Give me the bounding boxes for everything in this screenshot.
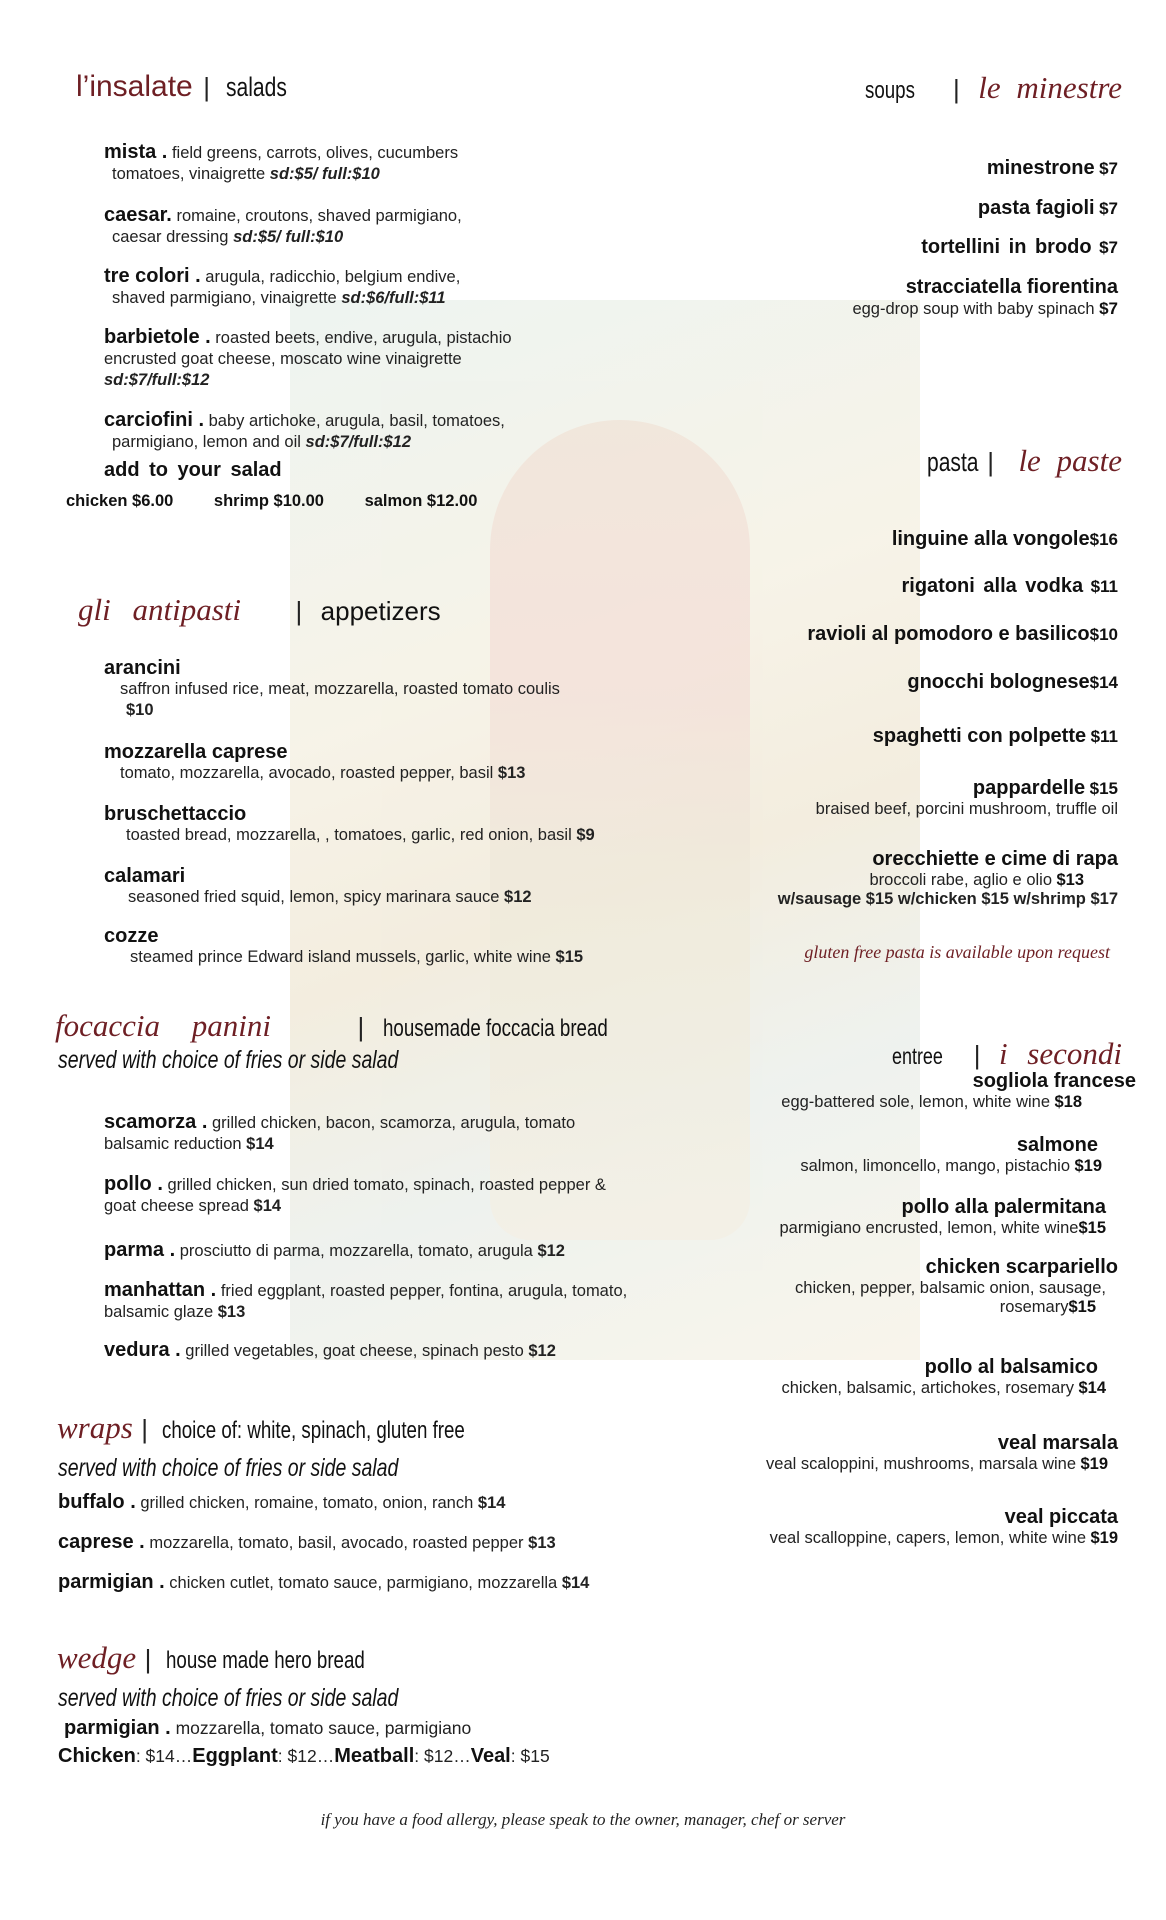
salad-caesar	[104, 205, 462, 248]
item-desc: saffron infused rice, meat, mozzarella, roasted tomato coulis	[120, 680, 560, 698]
item-desc: broccoli rabe, aglio e olio	[869, 871, 1053, 889]
item-price: $15	[1068, 1298, 1096, 1316]
item-price: $11	[1090, 577, 1118, 596]
antipasti-separator: |	[295, 596, 303, 626]
item-desc: veal scalloppine, capers, lemon, white wine	[769, 1529, 1087, 1547]
wedge-served-note: served with choice of fries or side salad	[58, 1684, 399, 1712]
option-price: : $12…	[277, 1746, 335, 1766]
item-name: salmone	[1016, 1134, 1098, 1156]
item-price: $15	[1089, 779, 1118, 798]
wedge-title-en: house made hero bread	[165, 1647, 365, 1674]
pasta-gnocchi	[907, 671, 1118, 694]
panini-heading	[55, 1008, 671, 1044]
item-extras: w/sausage $15 w/chicken $15 w/shrimp $17	[777, 890, 1118, 908]
salads-title-it: l’insalate	[76, 70, 193, 103]
item-name: ravioli al pomodoro e basilico	[807, 623, 1090, 645]
panini-pollo	[104, 1174, 606, 1217]
item-desc: braised beef, porcini mushroom, truffle oil	[815, 800, 1118, 818]
antipasti-title-it: gli antipasti	[78, 592, 241, 627]
item-desc: tomatoes, vinaigrette	[112, 165, 266, 183]
item-name: bruschettaccio	[104, 803, 247, 825]
secondi-scarpariello	[795, 1256, 1118, 1317]
item-name: gnocchi bolognese	[907, 671, 1090, 693]
item-desc: arugula, radicchio, belgium endive,	[205, 268, 461, 286]
item-price: sd:$6/full:$11	[341, 289, 446, 307]
panini-vedura	[104, 1340, 556, 1362]
wedge-parmigian	[64, 1718, 471, 1739]
wrap-parmigian	[58, 1572, 589, 1594]
item-desc: chicken, pepper, balsamic onion, sausage,	[795, 1279, 1106, 1297]
item-price: $18	[1054, 1093, 1082, 1111]
soups-separator: |	[953, 74, 960, 104]
item-name: arancini	[104, 657, 181, 679]
item-name: spaghetti con polpette	[872, 725, 1087, 747]
soup-tortellini	[921, 236, 1118, 259]
item-name: tortellini in brodo	[921, 236, 1092, 258]
item-price: $15	[555, 948, 584, 966]
item-desc: seasoned fried squid, lemon, spicy marinara sauce	[128, 888, 500, 906]
antipasto-cozze	[104, 926, 583, 968]
secondi-veal-marsala	[766, 1432, 1118, 1474]
item-price: $12	[528, 1342, 556, 1360]
item-name: barbietole .	[104, 326, 211, 348]
panini-served-note: served with choice of fries or side salad	[58, 1046, 399, 1074]
wedge-title-it: wedge	[57, 1640, 137, 1675]
item-desc: prosciutto di parma, mozzarella, tomato, arugula	[179, 1242, 533, 1260]
panini-title-en: housemade foccacia bread	[382, 1015, 608, 1042]
item-name: sogliola francese	[972, 1070, 1136, 1092]
item-desc: grilled chicken, bacon, scamorza, arugula, tomato	[211, 1114, 576, 1132]
item-desc: caesar dressing	[112, 228, 229, 246]
item-name: linguine alla vongole	[891, 528, 1090, 550]
antipasto-bruschettaccio	[104, 804, 595, 846]
item-name: mista .	[104, 141, 168, 163]
pasta-orecchiette	[778, 848, 1118, 909]
item-name: carciofini .	[104, 409, 205, 431]
pasta-rigatoni	[902, 575, 1119, 598]
panini-title-it: focaccia panini	[55, 1008, 271, 1043]
item-name: caprese .	[58, 1531, 145, 1553]
item-name: minestrone	[986, 157, 1095, 179]
wedge-separator: |	[144, 1644, 152, 1674]
wrap-caprese	[58, 1532, 556, 1554]
salad-mista	[104, 142, 458, 185]
item-name: parmigian .	[58, 1571, 165, 1593]
allergy-footer: if you have a food allergy, please speak to the owner, manager, chef or server	[320, 1810, 846, 1829]
soup-stracciatella	[852, 276, 1118, 319]
item-price: $7	[1099, 299, 1118, 318]
item-price: $14	[477, 1494, 506, 1512]
item-desc: grilled vegetables, goat cheese, spinach pesto	[185, 1342, 524, 1360]
salad-addons	[66, 492, 477, 511]
secondi-pollo-balsamico	[781, 1356, 1106, 1398]
addon-salmon: salmon $12.00	[364, 492, 478, 510]
pasta-title-it: le paste	[1018, 443, 1122, 478]
item-price: $10	[126, 701, 154, 719]
option-name: Meatball	[334, 1745, 415, 1767]
item-price: $9	[576, 826, 595, 844]
option-price: : $15	[510, 1746, 550, 1766]
item-price: $19	[1080, 1455, 1108, 1473]
soups-title-it: le minestre	[978, 70, 1122, 105]
item-name: pollo .	[104, 1173, 163, 1195]
item-desc: veal scaloppini, mushrooms, marsala wine	[766, 1455, 1077, 1473]
item-desc: balsamic glaze	[104, 1303, 214, 1321]
option-name: Chicken	[58, 1745, 136, 1767]
item-price: $14	[561, 1574, 590, 1592]
item-name: vedura .	[104, 1339, 181, 1361]
item-name: pasta fagioli	[977, 197, 1095, 219]
item-price: $13	[528, 1534, 556, 1552]
item-desc: salmon, limoncello, mango, pistachio	[800, 1157, 1071, 1175]
item-desc: mozzarella, tomato sauce, parmigiano	[175, 1718, 472, 1738]
item-price: $7	[1099, 199, 1118, 218]
item-desc: shaved parmigiano, vinaigrette	[112, 289, 337, 307]
secondi-sogliola	[781, 1070, 1136, 1112]
item-name: pollo al balsamico	[924, 1356, 1098, 1378]
soups-title-en: soups	[864, 77, 915, 104]
item-desc: toasted bread, mozzarella, , tomatoes, garlic, red onion, basil	[126, 826, 572, 844]
antipasti-heading	[78, 592, 441, 628]
item-name: pollo alla palermitana	[901, 1196, 1106, 1218]
item-name: cozze	[104, 925, 159, 947]
antipasto-calamari	[104, 866, 532, 908]
item-desc: roasted beets, endive, arugula, pistachio	[215, 329, 512, 347]
secondi-salmone	[800, 1134, 1102, 1176]
pasta-linguine	[892, 528, 1118, 551]
item-name: chicken scarpariello	[925, 1256, 1118, 1278]
item-price: $12	[537, 1242, 565, 1260]
option-name: Eggplant	[192, 1745, 278, 1767]
item-price: $13	[497, 764, 526, 782]
panini-parma	[104, 1240, 565, 1262]
wraps-separator: |	[141, 1414, 149, 1444]
salad-barbietole	[104, 327, 512, 391]
wraps-heading	[57, 1410, 551, 1446]
item-price: $13	[217, 1303, 246, 1321]
item-price: $19	[1074, 1157, 1102, 1175]
item-price: $10	[1089, 625, 1118, 644]
item-desc: egg-drop soup with baby spinach	[852, 300, 1095, 318]
gluten-free-note: gluten free pasta is available upon request	[804, 942, 1110, 962]
item-desc: romaine, croutons, shaved parmigiano,	[176, 207, 462, 225]
salad-tre-colori	[104, 266, 460, 309]
soups-heading	[865, 70, 1122, 106]
item-name: buffalo .	[58, 1491, 136, 1513]
option-name: Veal	[470, 1745, 511, 1767]
panini-manhattan	[104, 1280, 627, 1323]
item-desc: field greens, carrots, olives, cucumbers	[171, 144, 459, 162]
salads-title-en: salads	[226, 72, 288, 102]
item-name: manhattan .	[104, 1279, 217, 1301]
item-price: $16	[1089, 530, 1118, 549]
item-desc: balsamic reduction	[104, 1135, 242, 1153]
item-price: $19	[1090, 1529, 1118, 1547]
item-name: stracciatella fiorentina	[905, 276, 1118, 298]
secondi-title-en: entree	[892, 1043, 943, 1069]
panini-scamorza	[104, 1112, 575, 1155]
antipasto-arancini	[104, 658, 560, 721]
secondi-veal-piccata	[770, 1506, 1118, 1548]
item-price: $7	[1099, 238, 1118, 257]
pasta-spaghetti	[873, 725, 1118, 748]
item-name: pappardelle	[972, 777, 1086, 799]
item-price: sd:$5/ full:$10	[233, 228, 344, 246]
pasta-ravioli	[807, 623, 1118, 646]
item-name: parmigian .	[64, 1717, 171, 1739]
item-name: calamari	[104, 865, 186, 887]
salads-separator: |	[203, 72, 210, 102]
addon-chicken: chicken $6.00	[66, 492, 174, 510]
soup-minestrone	[987, 157, 1118, 180]
item-price: $14	[1078, 1379, 1106, 1397]
item-desc: grilled chicken, romaine, tomato, onion, ranch	[140, 1494, 474, 1512]
item-desc: parmigiano encrusted, lemon, white wine	[779, 1219, 1079, 1237]
item-desc: fried eggplant, roasted pepper, fontina, arugula, tomato,	[220, 1282, 628, 1300]
wraps-title-it: wraps	[57, 1410, 133, 1445]
item-desc: mozzarella, tomato, basil, avocado, roasted pepper	[149, 1534, 524, 1552]
wraps-served-note: served with choice of fries or side salad	[58, 1454, 399, 1482]
option-price: : $12…	[414, 1746, 471, 1766]
secondi-title-it: i secondi	[998, 1036, 1122, 1071]
wrap-buffalo	[58, 1492, 505, 1514]
item-name: rigatoni alla vodka	[901, 575, 1084, 597]
item-desc: goat cheese spread	[104, 1197, 249, 1215]
soup-pasta-fagioli	[978, 197, 1118, 220]
antipasti-title-en: appetizers	[320, 596, 441, 626]
item-name: orecchiette e cime di rapa	[872, 848, 1118, 870]
item-desc: egg-battered sole, lemon, white wine	[781, 1093, 1051, 1111]
pasta-pappardelle	[816, 777, 1118, 819]
item-desc: grilled chicken, sun dried tomato, spinach, roasted pepper &	[167, 1176, 606, 1194]
item-price: $14	[246, 1135, 274, 1153]
item-price: $11	[1090, 727, 1118, 746]
salad-carciofini	[104, 410, 505, 453]
pasta-title-en: pasta	[926, 447, 979, 477]
wedge-heading	[57, 1640, 421, 1676]
antipasto-caprese	[104, 742, 525, 784]
item-name: mozzarella caprese	[104, 741, 288, 763]
salads-heading	[76, 70, 304, 104]
item-price: sd:$7/full:$12	[305, 433, 412, 451]
item-desc: chicken cutlet, tomato sauce, parmigiano, mozzarella	[169, 1574, 558, 1592]
item-name: veal marsala	[997, 1432, 1118, 1454]
item-price: $14	[253, 1197, 282, 1215]
option-price: : $14…	[135, 1746, 193, 1766]
item-desc: parmigiano, lemon and oil	[112, 433, 301, 451]
secondi-pollo-palermitana	[779, 1196, 1106, 1238]
item-price: $12	[504, 888, 532, 906]
wraps-title-en: choice of: white, spinach, gluten free	[162, 1417, 466, 1444]
item-name: veal piccata	[1004, 1506, 1118, 1528]
item-name: parma .	[104, 1239, 176, 1261]
item-desc: rosemary	[999, 1298, 1069, 1316]
item-desc: baby artichoke, arugula, basil, tomatoes,	[208, 412, 505, 430]
item-name: scamorza .	[104, 1111, 208, 1133]
item-price: $15	[1078, 1219, 1106, 1237]
item-price: $7	[1099, 159, 1118, 178]
item-name: tre colori .	[104, 265, 201, 287]
secondi-heading	[892, 1036, 1122, 1072]
secondi-separator: |	[973, 1040, 981, 1070]
pasta-heading	[927, 443, 1122, 479]
salad-addon-title: add to your salad	[104, 459, 282, 481]
item-desc: encrusted goat cheese, moscato wine vinaigrette	[104, 350, 462, 368]
wedge-options	[58, 1746, 550, 1767]
item-desc: chicken, balsamic, artichokes, rosemary	[781, 1379, 1075, 1397]
item-desc: steamed prince Edward island mussels, garlic, white wine	[130, 948, 551, 966]
pasta-separator: |	[987, 447, 994, 477]
item-price: $14	[1089, 673, 1118, 692]
item-name: caesar.	[104, 204, 172, 226]
item-price: sd:$7/full:$12	[104, 371, 210, 389]
panini-separator: |	[357, 1012, 365, 1042]
item-price: sd:$5/ full:$10	[269, 165, 380, 183]
item-price: $13	[1056, 871, 1084, 889]
addon-shrimp: shrimp $10.00	[213, 492, 324, 510]
item-desc: tomato, mozzarella, avocado, roasted pepper, basil	[120, 764, 494, 782]
